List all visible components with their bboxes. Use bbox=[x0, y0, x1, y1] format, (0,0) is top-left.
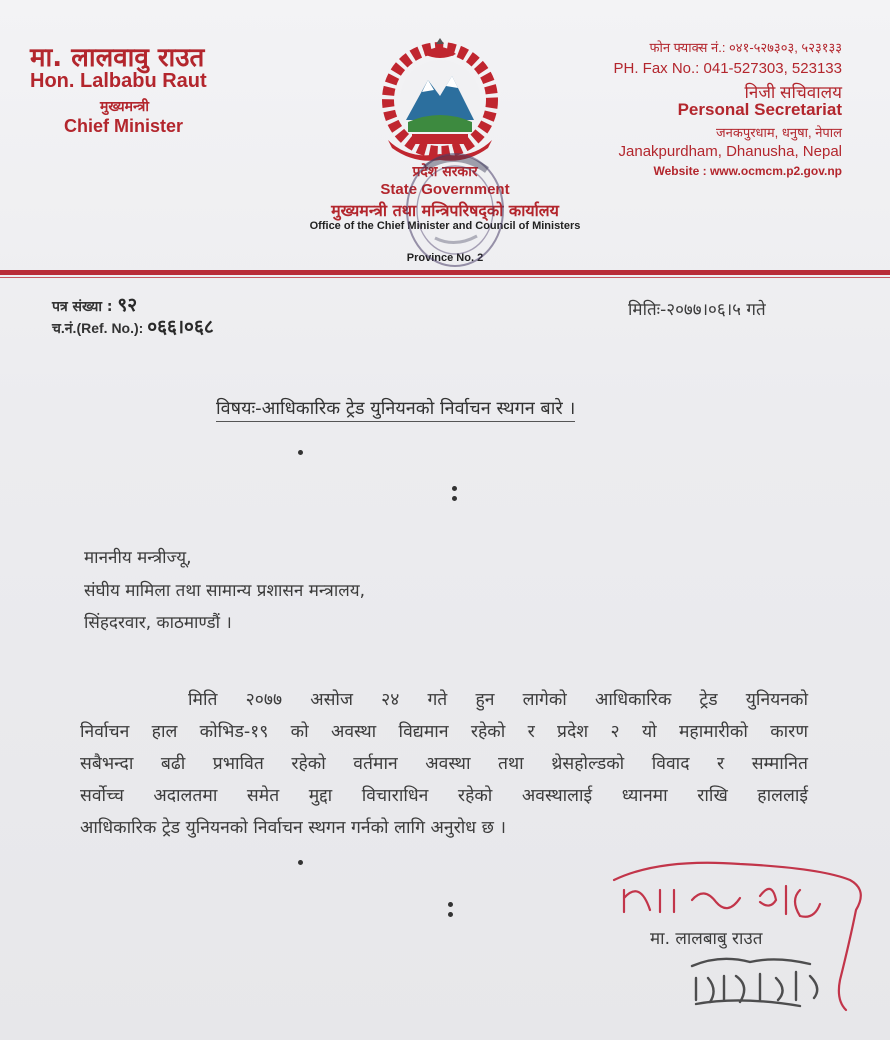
dispatch-number-value: ०६६।०६८ bbox=[147, 317, 214, 338]
signatory-name: मा. लालबाबु राउत bbox=[650, 929, 763, 949]
header-divider bbox=[0, 270, 890, 275]
header-name-np: मा. लालवावु राउत bbox=[30, 43, 205, 73]
header-secretariat-np: निजी सचिवालय bbox=[744, 83, 842, 102]
header-province: Province No. 2 bbox=[406, 252, 484, 264]
header-address-np: जनकपुरधाम, धनुषा, नेपाल bbox=[715, 125, 842, 140]
header-phone-en: PH. Fax No.: 041-527303, 523133 bbox=[613, 60, 842, 77]
ink-dot bbox=[298, 450, 303, 455]
header-office-en: Office of the Chief Minister and Council of Ministers bbox=[309, 220, 581, 232]
body-line: सबैभन्दा बढी प्रभावित रहेको वर्तमान अवस्था तथा थ्रेसहोल्डको विवाद र सम्मानित bbox=[80, 754, 808, 774]
header-office-np: मुख्यमन्त्री तथा मन्त्रिपरिषद्‌को कार्यालय bbox=[331, 201, 559, 220]
header-name-en: Hon. Lalbabu Raut bbox=[30, 70, 207, 92]
dispatch-number-line bbox=[52, 313, 214, 339]
ink-dot bbox=[452, 496, 457, 501]
header-gov-np: प्रदेश सरकार bbox=[412, 164, 478, 180]
addressee-line: माननीय मन्त्रीज्यू, bbox=[84, 548, 192, 568]
letter-subject: विषयः-आधिकारिक ट्रेड युनियनको निर्वाचन स्थगन बारे । bbox=[216, 396, 575, 422]
letter-date: मितिः-२०७७।०६।५ गते bbox=[628, 300, 766, 320]
nepal-emblem-icon bbox=[378, 36, 502, 166]
ink-dot bbox=[448, 912, 453, 917]
header-title-np: मुख्यमन्त्री bbox=[100, 99, 149, 115]
header-gov-en: State Government bbox=[380, 181, 510, 198]
header-website[interactable]: Website : www.ocmcm.p2.gov.np bbox=[653, 164, 842, 178]
ink-dot bbox=[298, 860, 303, 865]
body-line: सर्वोच्च अदालतमा समेत मुद्दा विचाराधिन रहेको अवस्थालाई ध्यानमा राखि हाललाई bbox=[80, 786, 808, 806]
ref-number-label: पत्र संख्या : bbox=[52, 299, 113, 315]
header-address-en: Janakpurdham, Dhanusha, Nepal bbox=[618, 143, 842, 160]
office-stamp-icon bbox=[395, 148, 515, 278]
header-divider-thin bbox=[0, 277, 890, 278]
letter-body bbox=[80, 684, 808, 844]
body-line: मिति २०७७ असोज २४ गते हुन लागेको आधिकारिक ट्रेड युनियनको bbox=[188, 690, 808, 710]
dispatch-number-label: च.नं.(Ref. No.): bbox=[52, 320, 144, 336]
body-line: आधिकारिक ट्रेड युनियनको निर्वाचन स्थगन गर्नको लागि अनुरोध छ । bbox=[80, 818, 507, 838]
header-title-en: Chief Minister bbox=[64, 116, 184, 136]
ink-dot bbox=[452, 486, 457, 491]
header-phone-np: फोन फ्याक्स नं.: ०४१-५२७३०३, ५२३१३३ bbox=[649, 40, 842, 55]
body-line: निर्वाचन हाल कोभिड-१९ को अवस्था विद्यमान रहेको र प्रदेश २ यो महामारीको कारण bbox=[80, 722, 808, 742]
ref-number-value: ९२ bbox=[117, 294, 138, 316]
header-secretariat-en: Personal Secretariat bbox=[677, 100, 842, 119]
addressee-line: संघीय मामिला तथा सामान्य प्रशासन मन्त्रालय, bbox=[84, 581, 366, 601]
ink-dot bbox=[448, 902, 453, 907]
addressee-line: सिंहदरवार, काठमाण्डौं । bbox=[84, 613, 232, 633]
